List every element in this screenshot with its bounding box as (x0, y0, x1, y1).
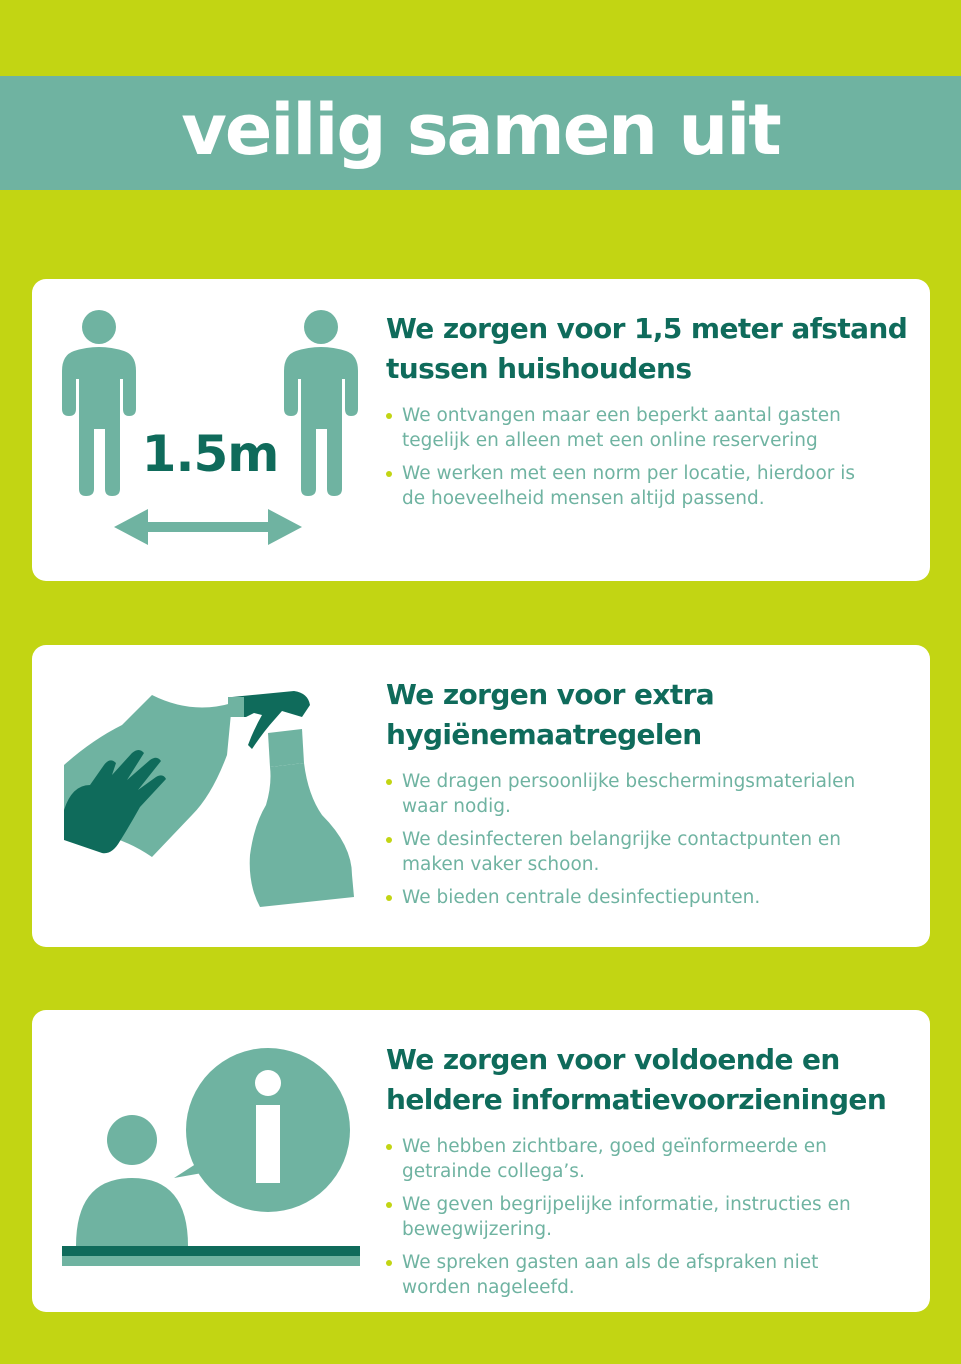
distance-text (386, 309, 916, 519)
bullet-icon (386, 779, 392, 785)
list-item: We werken met een norm per locatie, hierdoor is de hoeveelheid mensen altijd passend. (386, 461, 916, 511)
heading-line: We zorgen voor voldoende en (386, 1043, 840, 1076)
information-desk-icon (32, 1010, 382, 1312)
cleaning-spray-icon (32, 645, 382, 947)
information-card (32, 1010, 930, 1312)
bullet-list (386, 1134, 916, 1300)
heading-line: We zorgen voor extra (386, 678, 715, 711)
bullet-icon (386, 1202, 392, 1208)
list-item: We hebben zichtbare, goed geïnformeerde en getrainde collega’s. (386, 1134, 916, 1184)
information-text (386, 1040, 916, 1308)
list-item: We spreken gasten aan als de afspraken niet worden nageleefd. (386, 1250, 916, 1300)
section-heading (386, 1040, 916, 1120)
hygiene-text (386, 675, 916, 918)
bullet-list (386, 403, 916, 511)
list-item: We geven begrijpelijke informatie, instructies en bewegwijzering. (386, 1192, 916, 1242)
heading-line: We zorgen voor 1,5 meter afstand (386, 312, 908, 345)
list-item: We bieden centrale desinfectiepunten. (386, 885, 916, 910)
bullet-icon (386, 471, 392, 477)
section-heading (386, 309, 916, 389)
distance-label: 1.5m (141, 425, 279, 483)
list-item: We dragen persoonlijke beschermingsmaterialen waar nodig. (386, 769, 916, 819)
hygiene-card (32, 645, 930, 947)
heading-line: heldere informatievoorzieningen (386, 1083, 887, 1116)
title-banner (0, 76, 961, 190)
page-title: veilig samen uit (181, 89, 780, 171)
two-people-distance-icon (32, 279, 382, 581)
bullet-icon (386, 1144, 392, 1150)
heading-line: tussen huishoudens (386, 352, 692, 385)
bullet-list (386, 769, 916, 910)
distance-card (32, 279, 930, 581)
heading-line: hygiënemaatregelen (386, 718, 702, 751)
section-heading (386, 675, 916, 755)
bullet-icon (386, 413, 392, 419)
bullet-icon (386, 1260, 392, 1266)
list-item: We desinfecteren belangrijke contactpunten en maken vaker schoon. (386, 827, 916, 877)
list-item: We ontvangen maar een beperkt aantal gasten tegelijk en alleen met een online reservering (386, 403, 916, 453)
bullet-icon (386, 895, 392, 901)
bullet-icon (386, 837, 392, 843)
